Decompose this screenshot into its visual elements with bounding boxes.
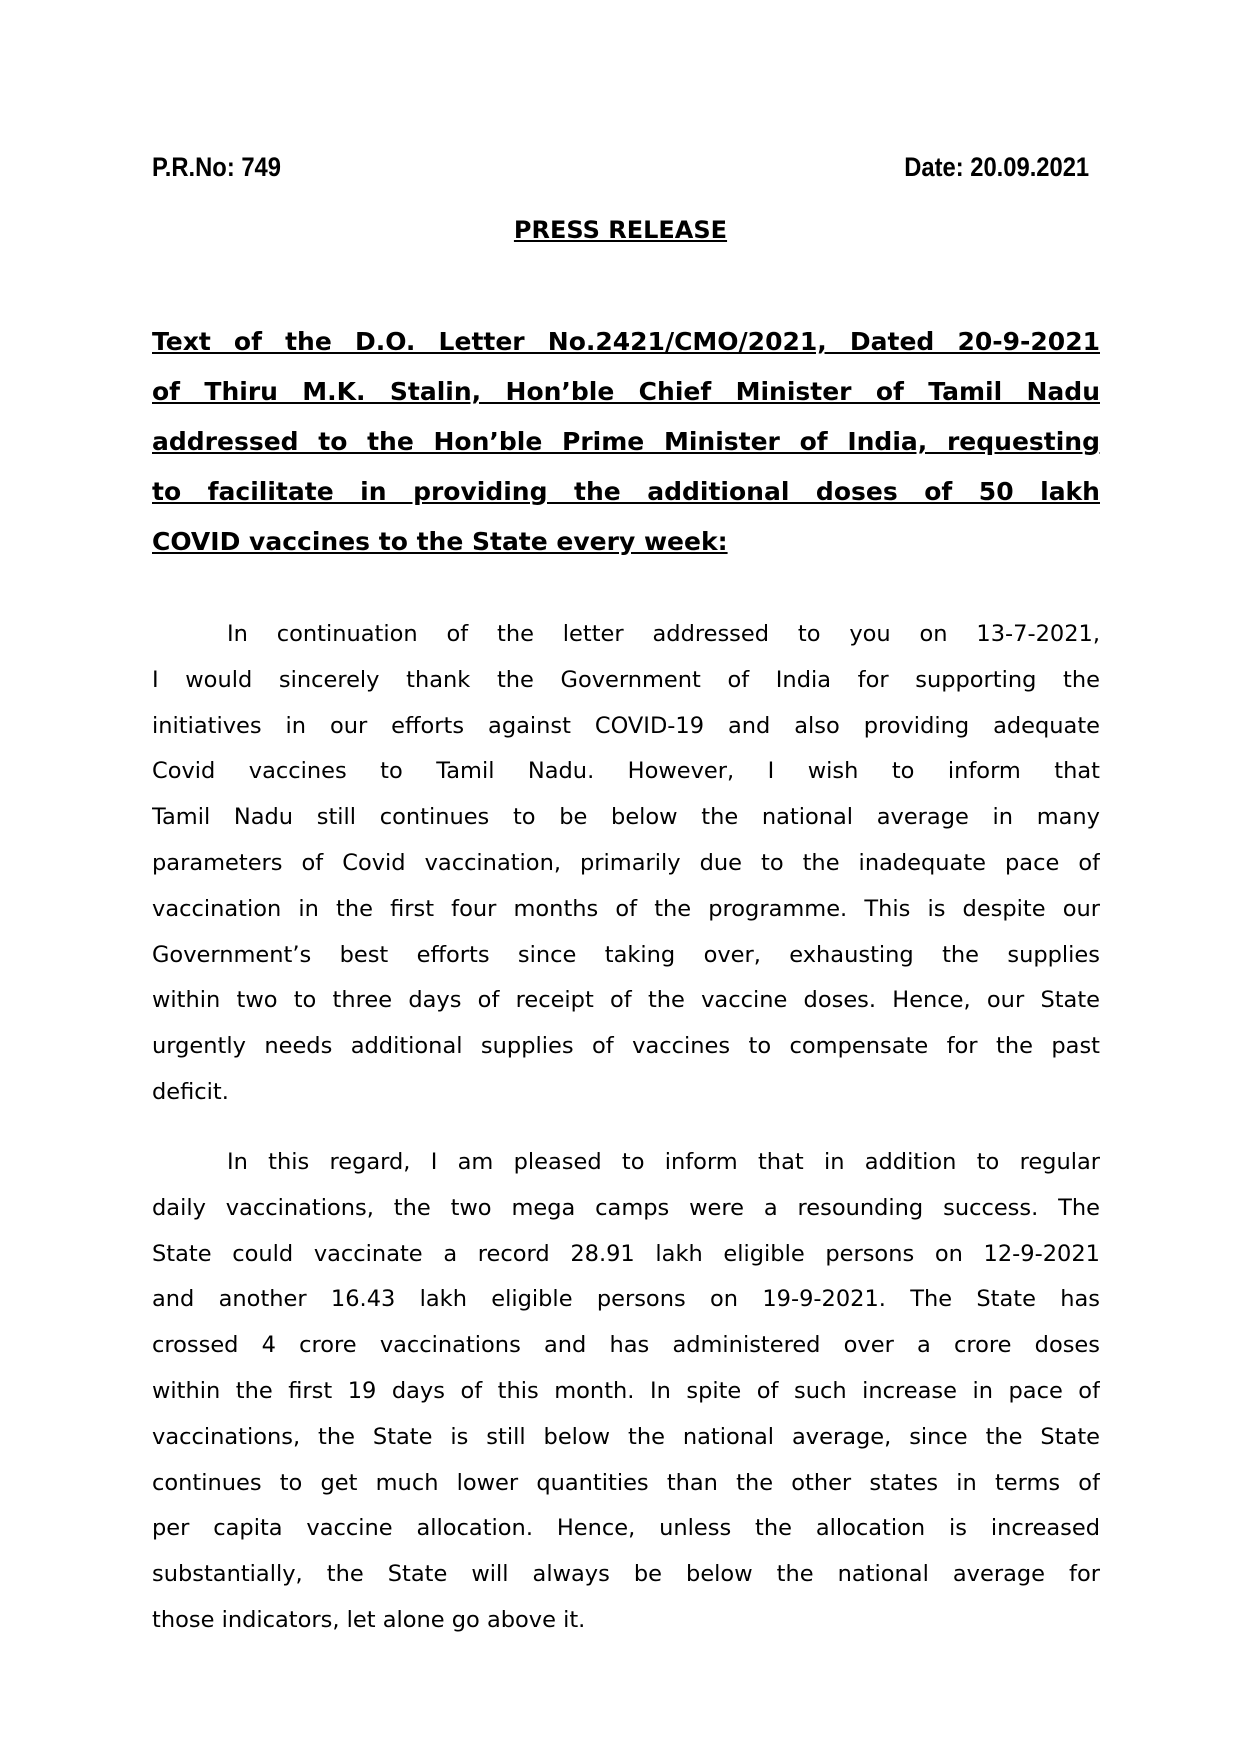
text-line: to facilitate in providing the additional doses of 50 lakh (152, 477, 1100, 506)
text-line: I would sincerely thank the Government of India for supporting the (152, 666, 1100, 693)
text-line: those indicators, let alone go above it. (152, 1606, 586, 1633)
paragraph-2 (152, 1140, 1100, 1644)
text-line: within the first 19 days of this month. In spite of such increase in pace of (152, 1377, 1100, 1404)
text-line: initiatives in our efforts against COVID-19 and also providing adequate (152, 712, 1100, 739)
text-line: State could vaccinate a record 28.91 lakh eligible persons on 12-9-2021 (152, 1240, 1100, 1267)
text-line: urgently needs additional supplies of vaccines to compensate for the past (152, 1033, 1100, 1060)
text-line: daily vaccinations, the two mega camps were a resounding success. The (152, 1194, 1100, 1221)
text-line: Covid vaccines to Tamil Nadu. However, I wish to inform that (152, 758, 1100, 785)
text-line: vaccinations, the State is still below the national average, since the State (152, 1423, 1100, 1450)
text-line: Government’s best efforts since taking over, exhausting the supplies (152, 941, 1100, 968)
text-line: and another 16.43 lakh eligible persons on 19-9-2021. The State has (152, 1286, 1100, 1313)
text-line: continues to get much lower quantities than the other states in terms of (152, 1469, 1100, 1496)
text-line: In this regard, I am pleased to inform that in addition to regular (227, 1149, 1100, 1175)
release-date: Date: 20.09.2021 (904, 152, 1089, 182)
press-release-number: P.R.No: 749 (152, 152, 281, 182)
text-line: addressed to the Hon’ble Prime Minister of India, requesting (152, 427, 1100, 456)
text-line: vaccination in the first four months of the programme. This is despite our (152, 895, 1100, 922)
text-line: within two to three days of receipt of the vaccine doses. Hence, our State (152, 987, 1100, 1014)
text-line: substantially, the State will always be below the national average for (152, 1561, 1100, 1588)
text-line: parameters of Covid vaccination, primarily due to the inadequate pace of (152, 849, 1100, 876)
text-line: Tamil Nadu still continues to be below the national average in many (152, 804, 1100, 831)
text-line: of Thiru M.K. Stalin, Hon’ble Chief Minister of Tamil Nadu (152, 377, 1100, 406)
text-line: deficit. (152, 1078, 229, 1105)
text-line: crossed 4 crore vaccinations and has administered over a crore doses (152, 1332, 1100, 1359)
text-line: In continuation of the letter addressed to you on 13-7-2021, (227, 621, 1100, 647)
text-line: per capita vaccine allocation. Hence, unless the allocation is increased (152, 1515, 1100, 1542)
text-line: COVID vaccines to the State every week: (152, 527, 728, 556)
text-line: Text of the D.O. Letter No.2421/CMO/2021, Dated 20-9-2021 (152, 327, 1100, 356)
document-title: PRESS RELEASE (513, 216, 728, 244)
subject-heading (152, 317, 1100, 567)
paragraph-1 (152, 612, 1100, 1116)
